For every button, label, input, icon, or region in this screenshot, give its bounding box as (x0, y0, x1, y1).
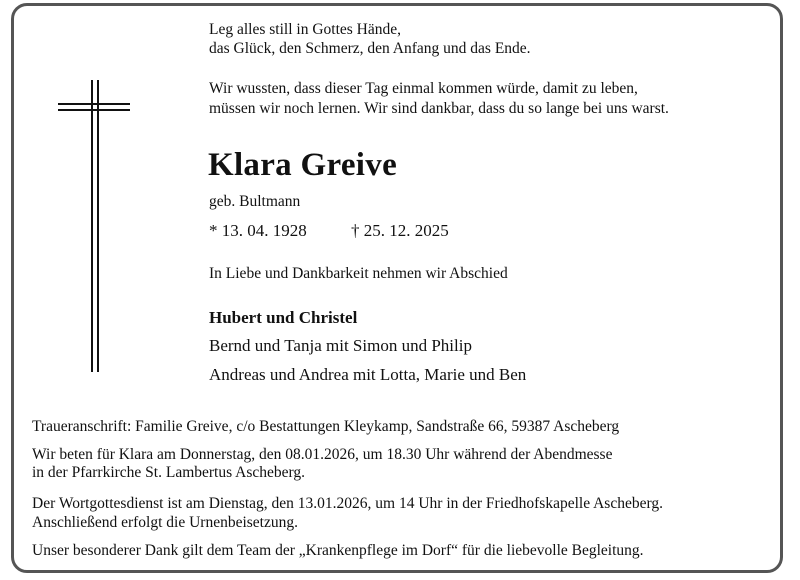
thanks-text: Unser besonderer Dank gilt dem Team der „Krankenpflege im Dorf“ für die liebevolle Begleitung. (32, 542, 644, 559)
poem-line-3: Wir wussten, dass dieser Tag einmal kommen würde, damit zu leben, (209, 80, 638, 97)
deceased-name: Klara Greive (208, 147, 398, 183)
mourners-line-3: Andreas und Andrea mit Lotta, Marie und Ben (209, 365, 527, 384)
poem-line-1: Leg alles still in Gottes Hände, (209, 21, 401, 38)
death-date: † 25. 12. 2025 (351, 221, 449, 240)
maiden-name: geb. Bultmann (209, 193, 301, 210)
mourners-line-2: Bernd und Tanja mit Simon und Philip (209, 336, 472, 355)
funeral-address: Traueranschrift: Familie Greive, c/o Bestattungen Kleykamp, Sandstraße 66, 59387 Ascheberg (32, 418, 620, 435)
birth-date: * 13. 04. 1928 (209, 221, 307, 240)
service-line-2: Anschließend erfolgt die Urnenbeisetzung. (32, 514, 298, 531)
prayer-line-1: Wir beten für Klara am Donnerstag, den 08.01.2026, um 18.30 Uhr während der Abendmesse (32, 446, 613, 463)
poem-line-2: das Glück, den Schmerz, den Anfang und das Ende. (209, 40, 531, 57)
cross-icon (58, 80, 130, 372)
prayer-line-2: in der Pfarrkirche St. Lambertus Ascheberg. (32, 464, 306, 481)
farewell-text: In Liebe und Dankbarkeit nehmen wir Abschied (209, 265, 508, 282)
poem-line-4: müssen wir noch lernen. Wir sind dankbar, dass du so lange bei uns warst. (209, 100, 669, 117)
service-line-1: Der Wortgottesdienst ist am Dienstag, den 13.01.2026, um 14 Uhr in der Friedhofskapelle Ascheberg. (32, 495, 663, 512)
mourners-primary: Hubert und Christel (209, 308, 358, 327)
